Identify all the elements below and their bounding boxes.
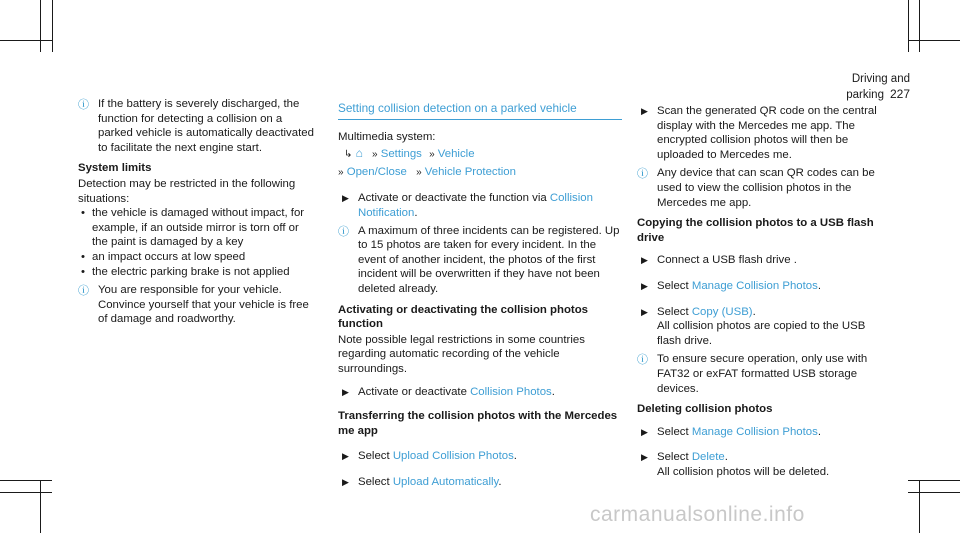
- list-item-text: the vehicle is damaged without impact, for example, if an outside mirror is torn off or the paint is damaged by a key: [92, 207, 305, 249]
- column-left: [78, 97, 316, 331]
- crop-mark: [52, 0, 53, 52]
- bullet-icon: •: [81, 250, 85, 263]
- delete-link[interactable]: Delete: [691, 451, 725, 464]
- double-chevron-icon: »: [416, 166, 422, 178]
- step-text: Select: [657, 279, 692, 292]
- arrow-right-icon: ▶: [342, 386, 349, 397]
- page-header: [790, 72, 910, 102]
- copy-usb-link[interactable]: Copy (USB): [691, 305, 753, 318]
- crop-mark: [40, 0, 41, 52]
- upload-collision-photos-link[interactable]: Upload Collision Photos: [392, 450, 514, 463]
- note-text: To ensure secure operation, only use with FAT32 or exFAT formatted USB storage devices.: [657, 353, 868, 395]
- collision-photos-link[interactable]: Collision Photos: [470, 385, 552, 398]
- upload-automatically-link[interactable]: Upload Automatically: [392, 475, 499, 488]
- step-detail: All collision photos will be deleted.: [657, 465, 830, 478]
- double-chevron-icon: »: [371, 149, 378, 161]
- step-text-end: .: [752, 305, 756, 318]
- note: [338, 224, 622, 297]
- step: [338, 385, 622, 400]
- info-icon: ⓘ: [338, 225, 349, 238]
- crop-mark: [919, 0, 920, 52]
- step-text: Select: [358, 450, 393, 463]
- info-icon: ⓘ: [637, 168, 648, 181]
- step-text-end: .: [817, 425, 822, 438]
- heading-collision-photos-function: Activating or deactivating the collision photos function: [338, 303, 588, 331]
- step-detail: All collision photos are copied to the USB flash drive.: [657, 320, 866, 347]
- step: [637, 425, 877, 440]
- step: [637, 279, 877, 294]
- step-text-end: .: [498, 475, 502, 488]
- crop-mark: [40, 480, 41, 533]
- column-right: [637, 104, 877, 479]
- arrow-right-icon: ▶: [342, 476, 349, 487]
- step-text: Activate or deactivate: [358, 385, 471, 398]
- heading-transfer-photos: Transferring the collision photos with the Mercedes me app: [338, 410, 618, 437]
- note: [637, 166, 877, 210]
- bullet-icon: •: [81, 265, 85, 278]
- heading-delete-photos: Deleting collision photos: [637, 403, 773, 416]
- step-text-end: .: [724, 451, 728, 464]
- section-name: Driving and parking: [846, 73, 910, 101]
- menu-path: [338, 146, 622, 163]
- step-text: Activate or deactivate the function via: [358, 192, 550, 205]
- note-text: You are responsible for your vehicle. Convince yourself that your vehicle is free of damage and roadworthy.: [98, 284, 309, 326]
- crop-mark: [908, 0, 909, 52]
- note-text: If the battery is severely discharged, the function for detecting a collision on a parked vehicle is automatically deactivated to facilitate the next engine start.: [98, 98, 314, 154]
- note: [78, 283, 316, 327]
- photos-text: Note possible legal restrictions in some countries regarding automatic recording of the vehicle surroundings.: [338, 333, 585, 375]
- manage-collision-photos-link[interactable]: Manage Collision Photos: [691, 279, 818, 292]
- info-icon: ⓘ: [637, 354, 648, 367]
- step-text-end: .: [817, 279, 822, 292]
- watermark: carmanualsonline.info: [590, 503, 805, 526]
- arrow-right-icon: ▶: [641, 280, 648, 291]
- double-chevron-icon: »: [429, 149, 435, 161]
- arrow-right-icon: ▶: [641, 426, 648, 437]
- step-text-end: .: [513, 450, 517, 463]
- menu-open-close[interactable]: Open/Close: [346, 165, 407, 178]
- multimedia-label: Multimedia system:: [338, 130, 436, 143]
- column-middle: [338, 101, 622, 489]
- crop-mark: [0, 480, 52, 481]
- step-text-end: .: [414, 206, 418, 219]
- arrow-right-icon: ▶: [641, 452, 648, 463]
- menu-settings[interactable]: Settings: [380, 148, 422, 161]
- step: [338, 475, 622, 490]
- list-item-text: an impact occurs at low speed: [92, 250, 246, 263]
- step: [637, 450, 877, 479]
- crop-mark: [0, 40, 52, 41]
- collision-notification-link[interactable]: Collision Notification: [358, 192, 593, 219]
- note: [637, 352, 877, 396]
- step: [637, 305, 877, 349]
- section-title: Setting collision detection on a parked vehicle: [338, 101, 622, 120]
- step-text-end: .: [551, 385, 555, 398]
- info-icon: ⓘ: [78, 99, 89, 111]
- system-limits-intro: Detection may be restricted in the following situations:: [78, 177, 296, 205]
- menu-path: [338, 165, 622, 181]
- arrow-right-icon: ▶: [342, 451, 349, 462]
- arrow-right-icon: ▶: [641, 255, 648, 266]
- step: [338, 449, 622, 464]
- crop-mark: [0, 492, 52, 493]
- arrow-right-icon: ▶: [342, 193, 349, 204]
- arrow-right-icon: ↳: [344, 149, 353, 161]
- step: [637, 253, 877, 268]
- step-text: Scan the generated QR code on the central display with the Mercedes me app. The encrypted collision photos will then be uploaded to Mercedes me.: [657, 105, 877, 161]
- heading-copy-photos: Copying the collision photos to a USB flash drive: [637, 217, 874, 244]
- info-icon: ⓘ: [78, 285, 89, 298]
- double-chevron-icon: »: [338, 166, 344, 178]
- crop-mark: [908, 492, 960, 493]
- step-text: Select: [657, 305, 692, 318]
- note-text: Any device that can scan QR codes can be used to view the collision photos in the Mercedes me app.: [657, 167, 875, 209]
- note: [78, 97, 316, 155]
- crop-mark: [908, 40, 960, 41]
- list-item-text: the electric parking brake is not applied: [92, 265, 290, 278]
- page-number: 227: [889, 86, 910, 101]
- step: [637, 104, 877, 162]
- arrow-right-icon: ▶: [641, 106, 648, 116]
- crop-mark: [908, 480, 960, 481]
- step-text: Connect a USB flash drive .: [657, 254, 797, 267]
- heading-system-limits: System limits: [78, 162, 152, 175]
- arrow-right-icon: ▶: [641, 306, 648, 317]
- list-item: [78, 250, 316, 265]
- step-text: Select: [358, 475, 393, 488]
- note-text: A maximum of three incidents can be registered. Up to 15 photos are taken for every incident. In the event of another incident, the photos of the first incident will be overwritten if they have not been deleted already.: [358, 224, 620, 295]
- crop-mark: [919, 480, 920, 533]
- step: [338, 191, 622, 220]
- bullet-icon: •: [81, 207, 85, 220]
- list-item: [78, 265, 316, 280]
- menu-vehicle[interactable]: Vehicle: [437, 148, 475, 161]
- home-icon: ⌂: [355, 146, 363, 161]
- menu-vehicle-protection[interactable]: Vehicle Protection: [424, 165, 516, 178]
- list-item: [78, 206, 316, 250]
- step-text: Select: [657, 451, 692, 464]
- step-text: Select: [657, 425, 692, 438]
- manage-collision-photos-link[interactable]: Manage Collision Photos: [691, 425, 818, 438]
